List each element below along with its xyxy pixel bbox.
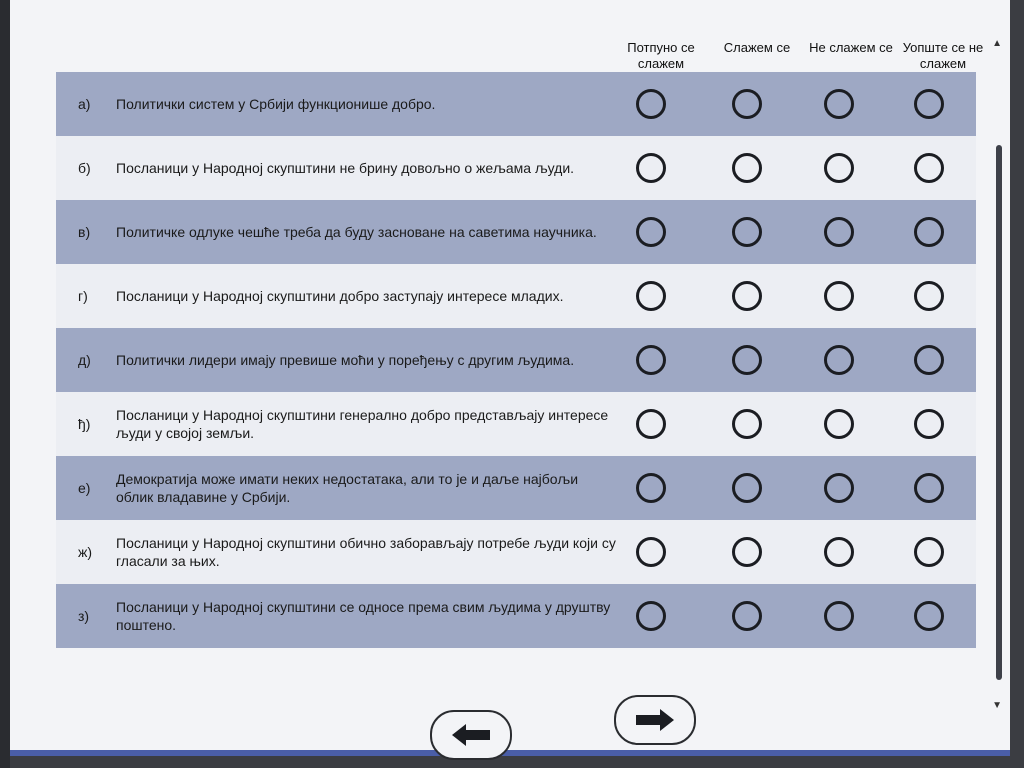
radio-strongly-agree[interactable]	[636, 345, 666, 375]
radio-strongly-agree[interactable]	[636, 601, 666, 631]
question-text: Посланици у Народној скупштини обично заборављају потребе људи који су гласали за њих.	[116, 535, 616, 569]
question-text: Политички систем у Србији функционише добро.	[116, 96, 436, 112]
radio-agree[interactable]	[732, 345, 762, 375]
radio-strongly-agree[interactable]	[636, 89, 666, 119]
question-letter: ђ)	[78, 416, 91, 432]
radio-disagree[interactable]	[824, 217, 854, 247]
question-letter: з)	[78, 608, 90, 624]
scrollbar-thumb[interactable]	[996, 145, 1002, 680]
radio-strongly-agree[interactable]	[636, 217, 666, 247]
question-row	[56, 584, 976, 648]
radio-agree[interactable]	[732, 601, 762, 631]
radio-agree[interactable]	[732, 281, 762, 311]
radio-strongly-disagree[interactable]	[914, 345, 944, 375]
radio-agree[interactable]	[732, 473, 762, 503]
radio-disagree[interactable]	[824, 409, 854, 439]
question-letter: в)	[78, 224, 91, 240]
radio-disagree[interactable]	[824, 89, 854, 119]
radio-strongly-disagree[interactable]	[914, 537, 944, 567]
question-row	[56, 456, 976, 520]
arrow-right-icon	[636, 709, 674, 731]
radio-disagree[interactable]	[824, 601, 854, 631]
radio-strongly-disagree[interactable]	[914, 89, 944, 119]
column-header-agree: Слажем се	[723, 40, 791, 55]
radio-agree[interactable]	[732, 89, 762, 119]
radio-strongly-agree[interactable]	[636, 281, 666, 311]
radio-agree[interactable]	[732, 153, 762, 183]
question-letter: ж)	[78, 544, 93, 560]
radio-agree[interactable]	[732, 409, 762, 439]
question-text: Демократија може имати неких недостатака, али то је и даље најбољи облик владавине у Србији.	[116, 471, 579, 505]
question-text: Посланици у Народној скупштини генерално добро представљају интересе људи у својој земљи.	[116, 407, 609, 441]
arrow-left-icon	[452, 724, 490, 746]
question-letter: г)	[78, 288, 88, 304]
column-header-strongly-agree: Потпуно се слажем	[627, 40, 695, 71]
question-letter: б)	[78, 160, 91, 176]
question-row	[56, 520, 976, 584]
question-text: Посланици у Народној скупштини се односе према свим људима у друштву поштено.	[116, 599, 611, 633]
scroll-down-icon[interactable]: ▼	[992, 700, 1002, 711]
question-letter: е)	[78, 480, 91, 496]
radio-strongly-disagree[interactable]	[914, 409, 944, 439]
radio-agree[interactable]	[732, 217, 762, 247]
question-text: Посланици у Народној скупштини добро заступају интересе младих.	[116, 288, 564, 304]
question-text: Политички лидери имају превише моћи у поређењу с другим људима.	[116, 352, 575, 368]
radio-strongly-agree[interactable]	[636, 473, 666, 503]
question-text: Политичке одлуке чешће треба да буду засноване на саветима научника.	[116, 224, 597, 240]
back-button[interactable]	[430, 710, 512, 760]
question-list	[56, 72, 976, 648]
survey-screen	[10, 0, 1010, 756]
question-row	[56, 136, 976, 200]
question-row	[56, 72, 976, 136]
radio-strongly-agree[interactable]	[636, 537, 666, 567]
question-row	[56, 328, 976, 392]
bezel-left	[0, 0, 10, 768]
column-header-disagree: Не слажем се	[809, 40, 893, 55]
radio-strongly-disagree[interactable]	[914, 473, 944, 503]
question-text: Посланици у Народној скупштини не брину довољно о жељама људи.	[116, 160, 575, 176]
column-header-strongly-disagree: Уопште се не слажем	[902, 40, 984, 71]
scroll-up-icon[interactable]: ▲	[992, 38, 1002, 49]
radio-strongly-disagree[interactable]	[914, 601, 944, 631]
radio-disagree[interactable]	[824, 345, 854, 375]
radio-disagree[interactable]	[824, 153, 854, 183]
radio-disagree[interactable]	[824, 281, 854, 311]
radio-strongly-agree[interactable]	[636, 153, 666, 183]
radio-disagree[interactable]	[824, 473, 854, 503]
radio-strongly-agree[interactable]	[636, 409, 666, 439]
radio-strongly-disagree[interactable]	[914, 153, 944, 183]
question-letter: д)	[78, 352, 91, 368]
question-letter: а)	[78, 96, 91, 112]
radio-strongly-disagree[interactable]	[914, 217, 944, 247]
radio-disagree[interactable]	[824, 537, 854, 567]
question-row	[56, 264, 976, 328]
radio-agree[interactable]	[732, 537, 762, 567]
next-button[interactable]	[614, 695, 696, 745]
radio-strongly-disagree[interactable]	[914, 281, 944, 311]
question-row	[56, 392, 976, 456]
question-row	[56, 200, 976, 264]
